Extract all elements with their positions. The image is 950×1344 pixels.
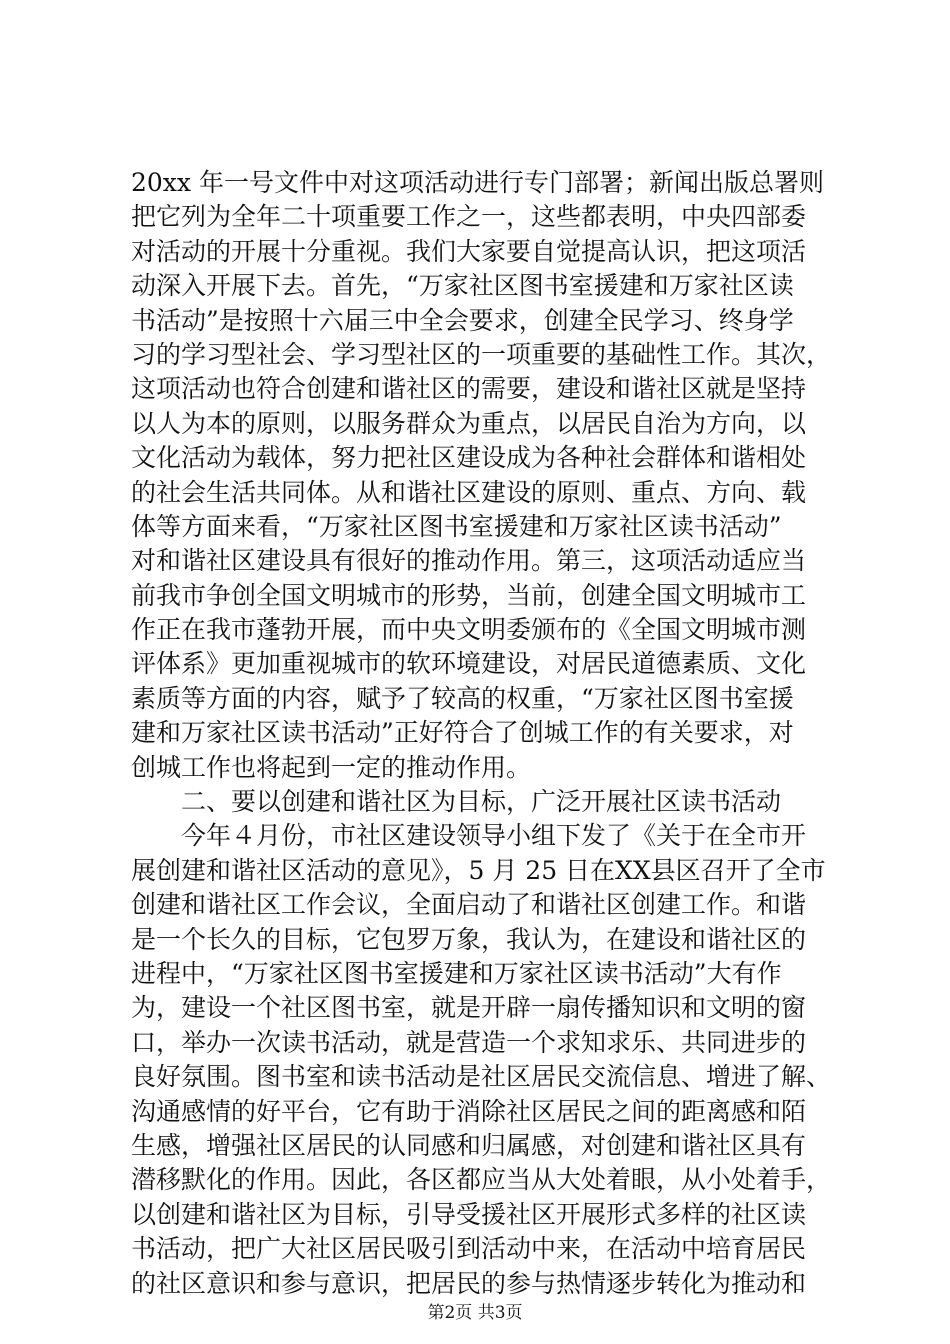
text-line: 习的学习型社会、学习型社区的一项重要的基础性工作。其次，: [131, 339, 832, 369]
text-line: 今年４月份，市社区建设领导小组下发了《关于在全市开: [131, 821, 807, 851]
text-line: 进程中，“万家社区图书室援建和万家社区读书活动”大有作: [131, 958, 782, 988]
text-line: 以创建和谐社区为目标，引导受援社区开展形式多样的社区读: [131, 1199, 807, 1229]
text-line: 文化活动为载体，努力把社区建设成为各种社会群体和谐相处: [131, 443, 807, 473]
text-line: 的社会生活共同体。从和谐社区建设的原则、重点、方向、载: [131, 477, 807, 507]
text-line: 潜移默化的作用。因此，各区都应当从大处着眼，从小处着手，: [131, 1165, 832, 1195]
text-line: 体等方面来看，“万家社区图书室援建和万家社区读书活动”: [131, 511, 782, 541]
text-line: 动深入开展下去。首先，“万家社区图书室援建和万家社区读: [131, 271, 794, 301]
body-text: [131, 166, 831, 1301]
text-line: 以人为本的原则，以服务群众为重点，以居民自治为方向，以: [131, 408, 807, 438]
text-line: 书活动”是按照十六届三中全会要求，创建全民学习、终身学: [131, 305, 794, 335]
text-line: 前我市争创全国文明城市的形势，当前，创建全国文明城市工: [131, 580, 807, 610]
text-line: 良好氛围。图书室和读书活动是社区居民交流信息、增进了解、: [131, 1062, 832, 1092]
text-line: 为，建设一个社区图书室，就是开辟一扇传播知识和文明的窗: [131, 993, 807, 1023]
text-line: 展创建和谐社区活动的意见》，5 月 25 日在XX县区召开了全市: [131, 855, 826, 885]
text-line: 这项活动也符合创建和谐社区的需要，建设和谐社区就是坚持: [131, 374, 807, 404]
text-line: 评体系》更加重视城市的软环境建设，对居民道德素质、文化: [131, 649, 807, 679]
text-line: 对活动的开展十分重视。我们大家要自觉提高认识，把这项活: [131, 236, 807, 266]
text-line: 生感，增强社区居民的认同感和归属感，对创建和谐社区具有: [131, 1130, 807, 1160]
text-line: 的社区意识和参与意识，把居民的参与热情逐步转化为推动和: [131, 1268, 807, 1298]
text-line: 是一个长久的目标，它包罗万象，我认为，在建设和谐社区的: [131, 924, 807, 954]
text-line: 创城工作也将起到一定的推动作用。: [131, 752, 532, 782]
text-line: 建和万家社区读书活动”正好符合了创城工作的有关要求，对: [131, 718, 794, 748]
text-line: 把它列为全年二十项重要工作之一，这些都表明，中央四部委: [131, 202, 807, 232]
section-heading: 二、要以创建和谐社区为目标，广泛开展社区读书活动: [131, 787, 782, 817]
text-line: 口，举办一次读书活动，就是营造一个求知求乐、共同进步的: [131, 1027, 807, 1057]
text-line: 素质等方面的内容，赋予了较高的权重，“万家社区图书室援: [131, 683, 794, 713]
text-line: 作正在我市蓬勃开展，而中央文明委颁布的《全国文明城市测: [131, 615, 807, 645]
text-line: 对和谐社区建设具有很好的推动作用。第三，这项活动适应当: [131, 546, 807, 576]
text-line: 沟通感情的好平台，它有助于消除社区居民之间的距离感和陌: [131, 1096, 807, 1126]
text-line: 书活动，把广大社区居民吸引到活动中来，在活动中培育居民: [131, 1234, 807, 1264]
text-line: 20xx 年一号文件中对这项活动进行专门部署；新闻出版总署则: [131, 168, 824, 197]
page-footer: 第2页 共3页: [427, 1303, 523, 1323]
text-line: 创建和谐社区工作会议，全面启动了和谐社区创建工作。和谐: [131, 890, 807, 920]
